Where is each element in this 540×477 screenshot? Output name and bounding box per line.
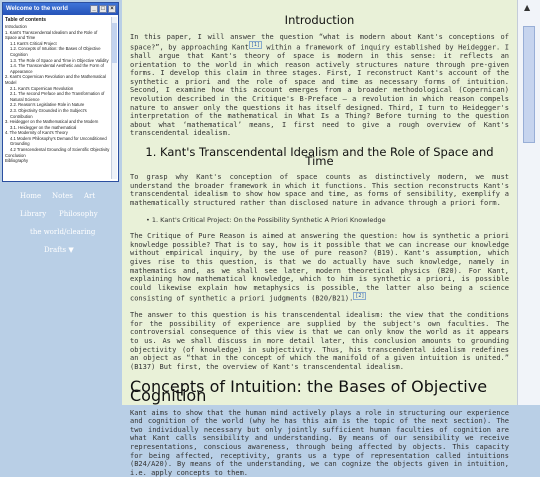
toc-item[interactable]: 2.2. Reason's Legislative Role in Nature (10, 102, 85, 108)
maximize-icon[interactable]: □ (99, 5, 107, 13)
nav-world-clearing[interactable]: the world/clearing (30, 228, 96, 236)
toc-item[interactable]: Introduction (5, 24, 27, 29)
toc-item[interactable]: 2.1. Kant's Copernican Revolution (10, 85, 74, 91)
toc-titlebar (3, 3, 118, 15)
toc-window-title: Welcome to the world (6, 6, 68, 12)
toc-item[interactable]: 1.3. The Role of Space and Time in Objective Validity (10, 57, 109, 63)
toc-item[interactable]: 1. Kant's Transcendental Idealism and the Role of Space and Time (5, 29, 98, 41)
nav-art[interactable]: Art (84, 192, 96, 200)
toc-item[interactable]: 4.2 Transcendental Grounding of Scientific Objectivity (10, 147, 110, 153)
section1-paragraph-2 (130, 232, 509, 303)
nav-notes[interactable]: Notes (52, 192, 73, 200)
nav-library[interactable]: Library (20, 210, 47, 218)
section1-heading: 1. Kant's Transcendental Idealism and the Role of Space and Time (145, 145, 494, 168)
toc-item[interactable]: 2.3. Objectivity Grounded in the Subject's Contribution (10, 107, 87, 119)
page-scrollbar-thumb[interactable] (523, 26, 535, 143)
toc-heading: Table of contents (5, 17, 47, 23)
footnote-2-link[interactable]: [2] (355, 293, 365, 300)
close-icon[interactable]: × (108, 5, 116, 13)
toc-item[interactable]: 1.1 Kant's Critical Project (10, 40, 57, 46)
toc-item[interactable]: 3.1. Heidegger on the mathematical (10, 124, 77, 130)
section1-p2-text: The Critique of Pure Reason is aimed at answering the question: how is synthetic a priori knowledge possible? That is to say, how is it possible that we can increase our knowledge without empirical inquiry, by the use of pure reason? (B19). Kant's assumption, which gives rise to this question, is that we do actually have such knowledge, namely in mathematics and, as we shall see later, modern theoretical physics (B20). For Kant, explaining how mathematical knowledge, which to him is synthetic a priori, is possible could likewise explain how metaphysics is possible, the latter also being a science consisting of synthetic a priori judgments (B20/B21). (130, 232, 509, 303)
section1-subheading: • 1. Kant's Critical Project: On the Possibility Synthetic A Priori Knowledge (146, 215, 386, 224)
toc-item[interactable]: 2. Kant's Copernican Revolution and the Mathematical Model (5, 74, 106, 85)
toc-list (5, 17, 110, 179)
scroll-up-icon[interactable]: ▲ (524, 3, 531, 12)
toc-item[interactable]: 1.2. Concepts of Intuition: the Bases of Objective Cognition (10, 46, 101, 57)
toc-scrollbar[interactable] (111, 17, 117, 179)
page-scrollbar[interactable] (517, 0, 540, 405)
intro-heading: Introduction (284, 13, 355, 27)
toc-item[interactable]: 3. Heidegger on the Mathematical and the Modern (5, 119, 99, 125)
nav-drafts-dropdown[interactable]: Drafts ▼ (44, 246, 74, 254)
intro-text-a: In this paper, I will answer the question “what is modern about Kant's conceptions of space?”, by approaching Kant (130, 32, 509, 52)
document-pane (122, 0, 517, 477)
toc-item[interactable]: Conclusion (5, 152, 26, 158)
section2-paragraph-1: Kant aims to show that the human mind actively plays a role in structuring our experience and cognition of the world (why he has this aim is the topic of the next section). The two individually necessary but only jointly sufficient human faculties of cognition are what Kant calls sensibility and understanding. By means of our sensibility we receive representations, conscious awareness, through being affected by objects. This capacity for being affected, receptivity, grants us a type of representation called intuitions (B24/A20). By means of the understanding, we can cognize the objects given in intuition, i.e. apply concepts to them. (130, 408, 509, 477)
intro-paragraph (130, 33, 509, 138)
minimize-icon[interactable]: _ (90, 5, 98, 13)
section1-paragraph-1: To grasp why Kant's conception of space counts as distinctively modern, we must understand the broader framework in which it functions. This section reconstructs Kant's transcendental idealism to show how space and time, as forms of sensibility, exemplify a mathematically structured rather than disclosed nature in advance through a priori form. (130, 173, 509, 208)
intro-text-b: within a framework of inquiry established by Heidegger. I shall argue that Kant's theory of space is modern in this sense: it reflects an orientation to the world in which reason actively structures nature through pre-given forms. I develop this claim in three stages. First, I reconstruct Kant's account of the synthetic a priori and the role of space and time as necessary forms of intuition. Second, I examine how this account emerges from a broader methodological (Copernican) revolution described in the Critique's B-Preface – a revolution in which reason compels nature to answer only the questions it has itself designed. Third, I turn to Heidegger's interpretation of the mathematical in What Is a Thing? Before turning to the question about what ‘mathematical’ means, I first need to give a rough overview of Kant's transcendental idealism. (130, 43, 509, 138)
toc-item[interactable]: 4. The Modernity of Kant's Theory (5, 130, 68, 136)
section1-paragraph-3: The answer to this question is his transcendental idealism: the view that the conditions for the possibility of experience are supplied by the subject's own faculties. The controversial consequence of this view is that we can only know the world as it appears to us. As we shall discuss in more detail later, this conclusion amounts to grounding objectivity (of knowledge) in subjectivity. Thus, his transcendental idealism redefines an object as “that in the concept of which the manifold of a given intuition is united.” (B137) But first, the overview of Kant's transcendental idealism. (130, 311, 509, 371)
toc-item[interactable]: Bibliography (5, 158, 29, 164)
toc-item[interactable]: 4.1 Modern Philosophy's Demand for Unconditioned Grounding (10, 135, 107, 147)
toc-window (2, 2, 119, 182)
footnote-1-link[interactable]: [1] (250, 42, 260, 49)
toc-item[interactable]: 1.4. The Transcendental Aesthetic and the Form of Appearance (10, 63, 104, 74)
section2-heading: Concepts of Intuition: the Bases of Objective Cognition (130, 377, 488, 406)
toc-item[interactable]: 2.1. The second Preface and the Transformation of Natural Science (10, 91, 105, 102)
toc-scrollbar-thumb[interactable] (112, 23, 117, 63)
nav-philosophy[interactable]: Philosophy (59, 210, 98, 218)
nav-home[interactable]: Home (20, 192, 42, 200)
